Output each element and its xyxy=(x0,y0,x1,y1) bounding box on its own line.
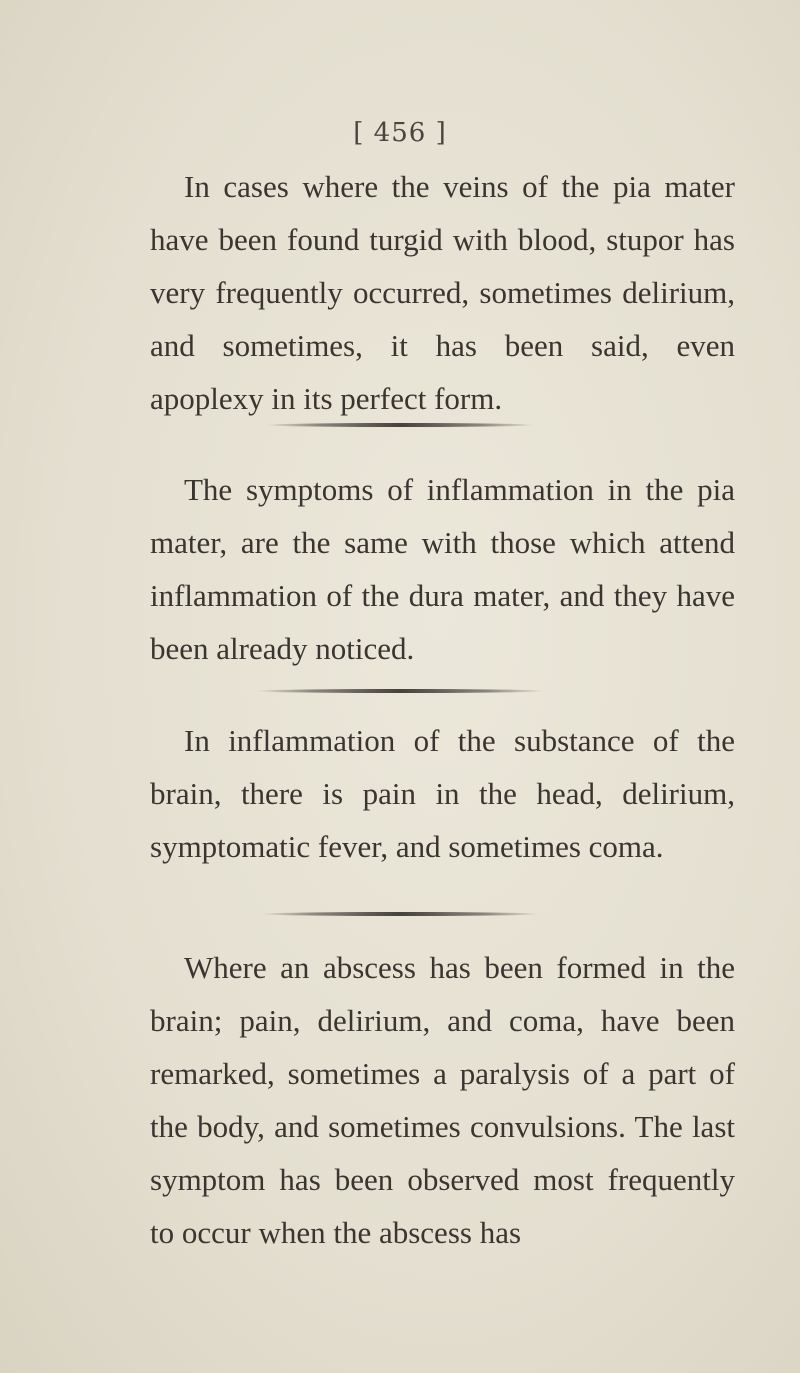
paragraph-brain-abscess: Where an abscess has been formed in the brain; pain, delirium, and coma, have been remarked, sometimes a paralysis of a part of the body, and sometimes convulsions. The last symptom has been observed most frequently to occur when the abscess has xyxy=(150,950,735,1250)
section-divider xyxy=(265,423,535,427)
section-divider xyxy=(255,689,545,693)
paragraph-brain-inflammation: In inflammation of the substance of the brain, there is pain in the head, delirium, symptomatic fever, and sometimes coma. xyxy=(150,723,735,864)
paragraph-pia-mater-inflammation: The symptoms of inflammation in the pia mater, are the same with those which attend inflammation of the dura mater, and they have been already noticed. xyxy=(150,472,735,666)
page-number: [ 456 ] xyxy=(353,118,447,148)
section-divider xyxy=(260,912,540,916)
paragraph-pia-mater-veins: In cases where the veins of the pia mater have been found turgid with blood, stupor has very frequently occurred, sometimes delirium, and sometimes, it has been said, even apoplexy in its perfect form. xyxy=(150,169,735,416)
